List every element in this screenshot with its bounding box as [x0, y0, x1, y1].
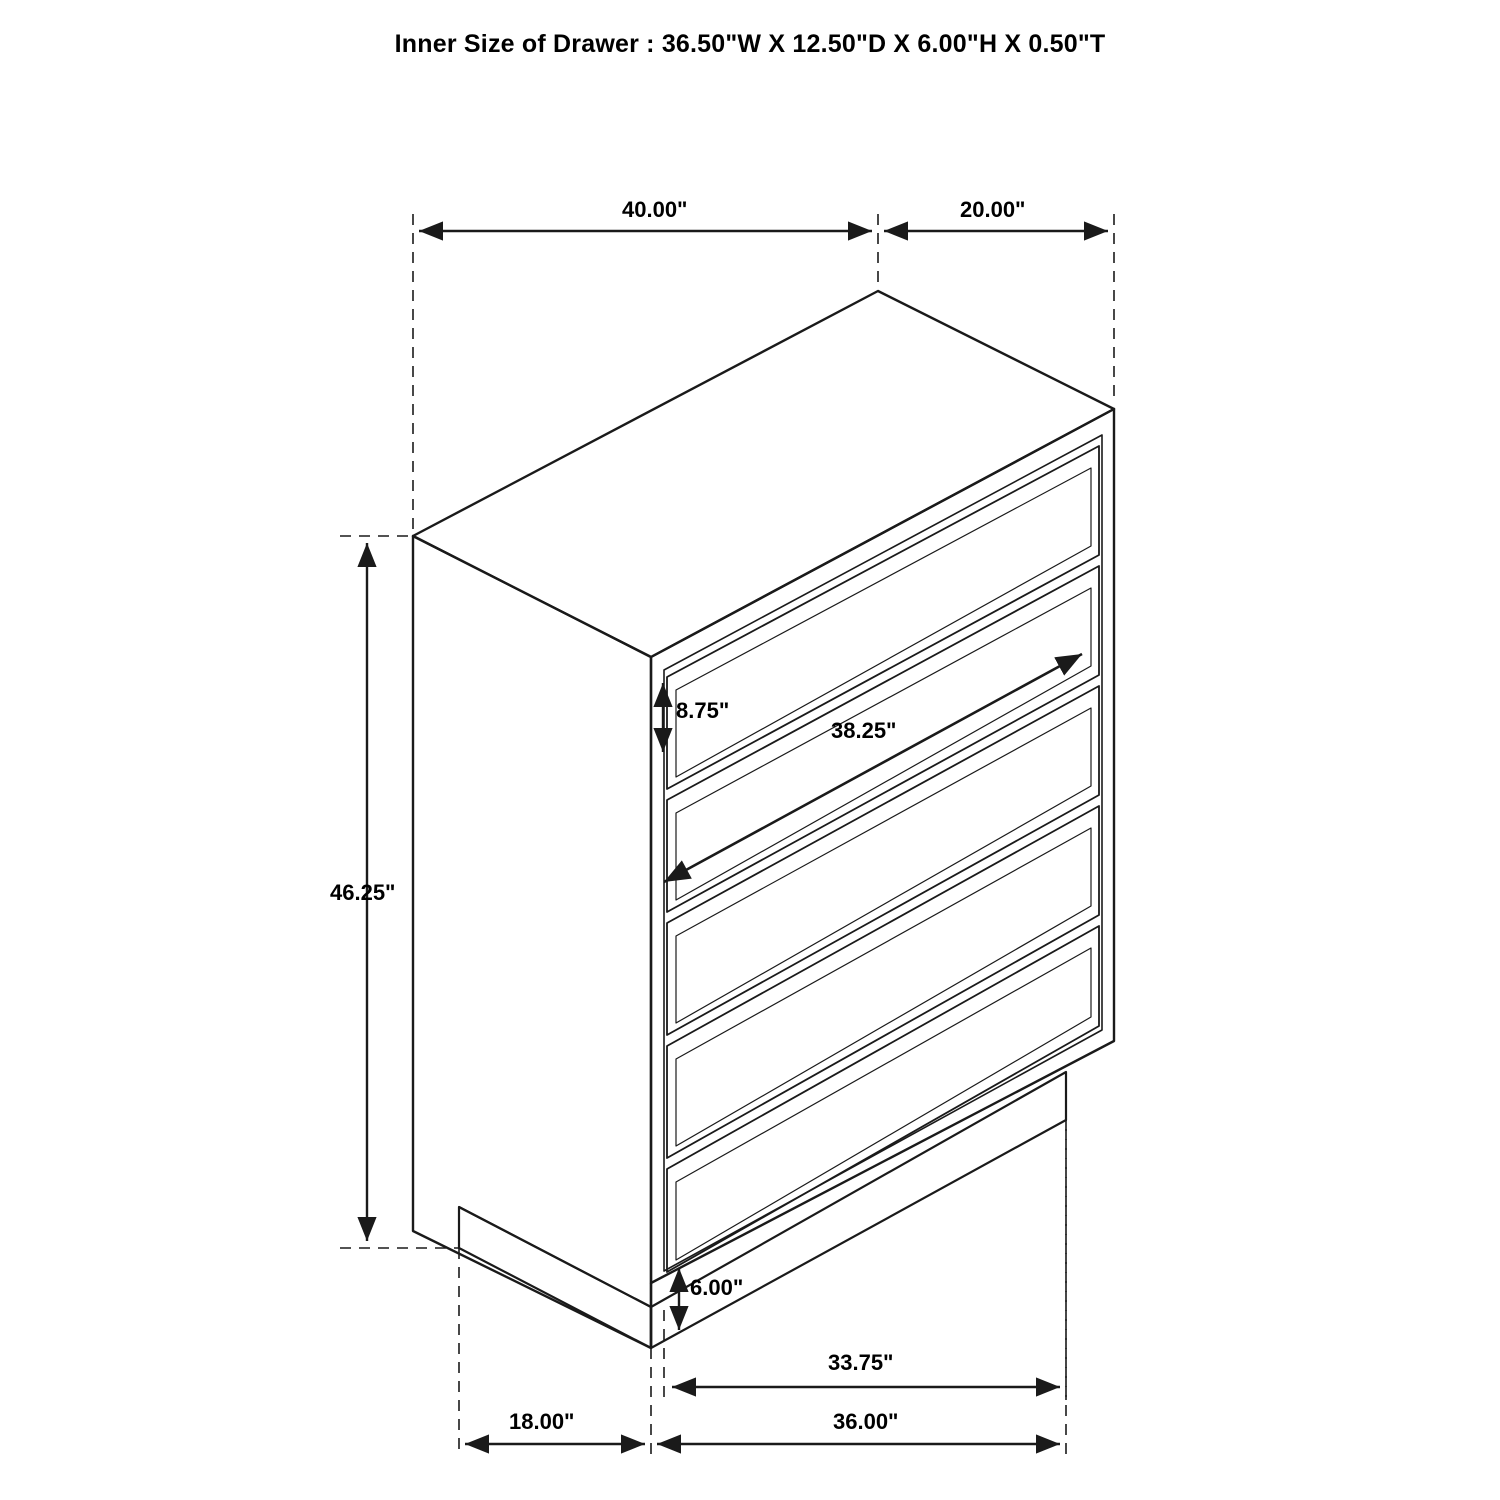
chest-front-face [651, 409, 1114, 1283]
page-title: Inner Size of Drawer : 36.50"W X 12.50"D X 6.00"H X 0.50"T [394, 30, 1106, 58]
base-left-face [459, 1207, 651, 1348]
dim-label-overall-height: 46.25" [330, 880, 396, 905]
dim-label-base-side-depth: 18.00" [509, 1409, 575, 1434]
dim-label-drawer-face-width: 38.25" [831, 718, 897, 743]
chest-top-panel [413, 291, 1114, 657]
dimension-lines [340, 214, 1114, 1455]
base-top-left-edge [459, 1207, 651, 1307]
chest-body [413, 291, 1114, 1348]
dim-label-top-width: 40.00" [622, 197, 688, 222]
dim-label-base-height: 6.00" [690, 1275, 744, 1300]
base-front-face [651, 1072, 1066, 1348]
dim-label-drawer-face-height: 8.75" [676, 698, 730, 723]
dim-label-bottom-front-width: 36.00" [833, 1409, 899, 1434]
drawer-faces [667, 446, 1099, 1272]
dim-label-top-depth: 20.00" [960, 197, 1026, 222]
dim-label-base-front-width: 33.75" [828, 1350, 894, 1375]
drawer-face-4 [667, 806, 1099, 1158]
chest-front-inner-frame [664, 435, 1102, 1271]
chest-left-side-panel [413, 536, 651, 1348]
